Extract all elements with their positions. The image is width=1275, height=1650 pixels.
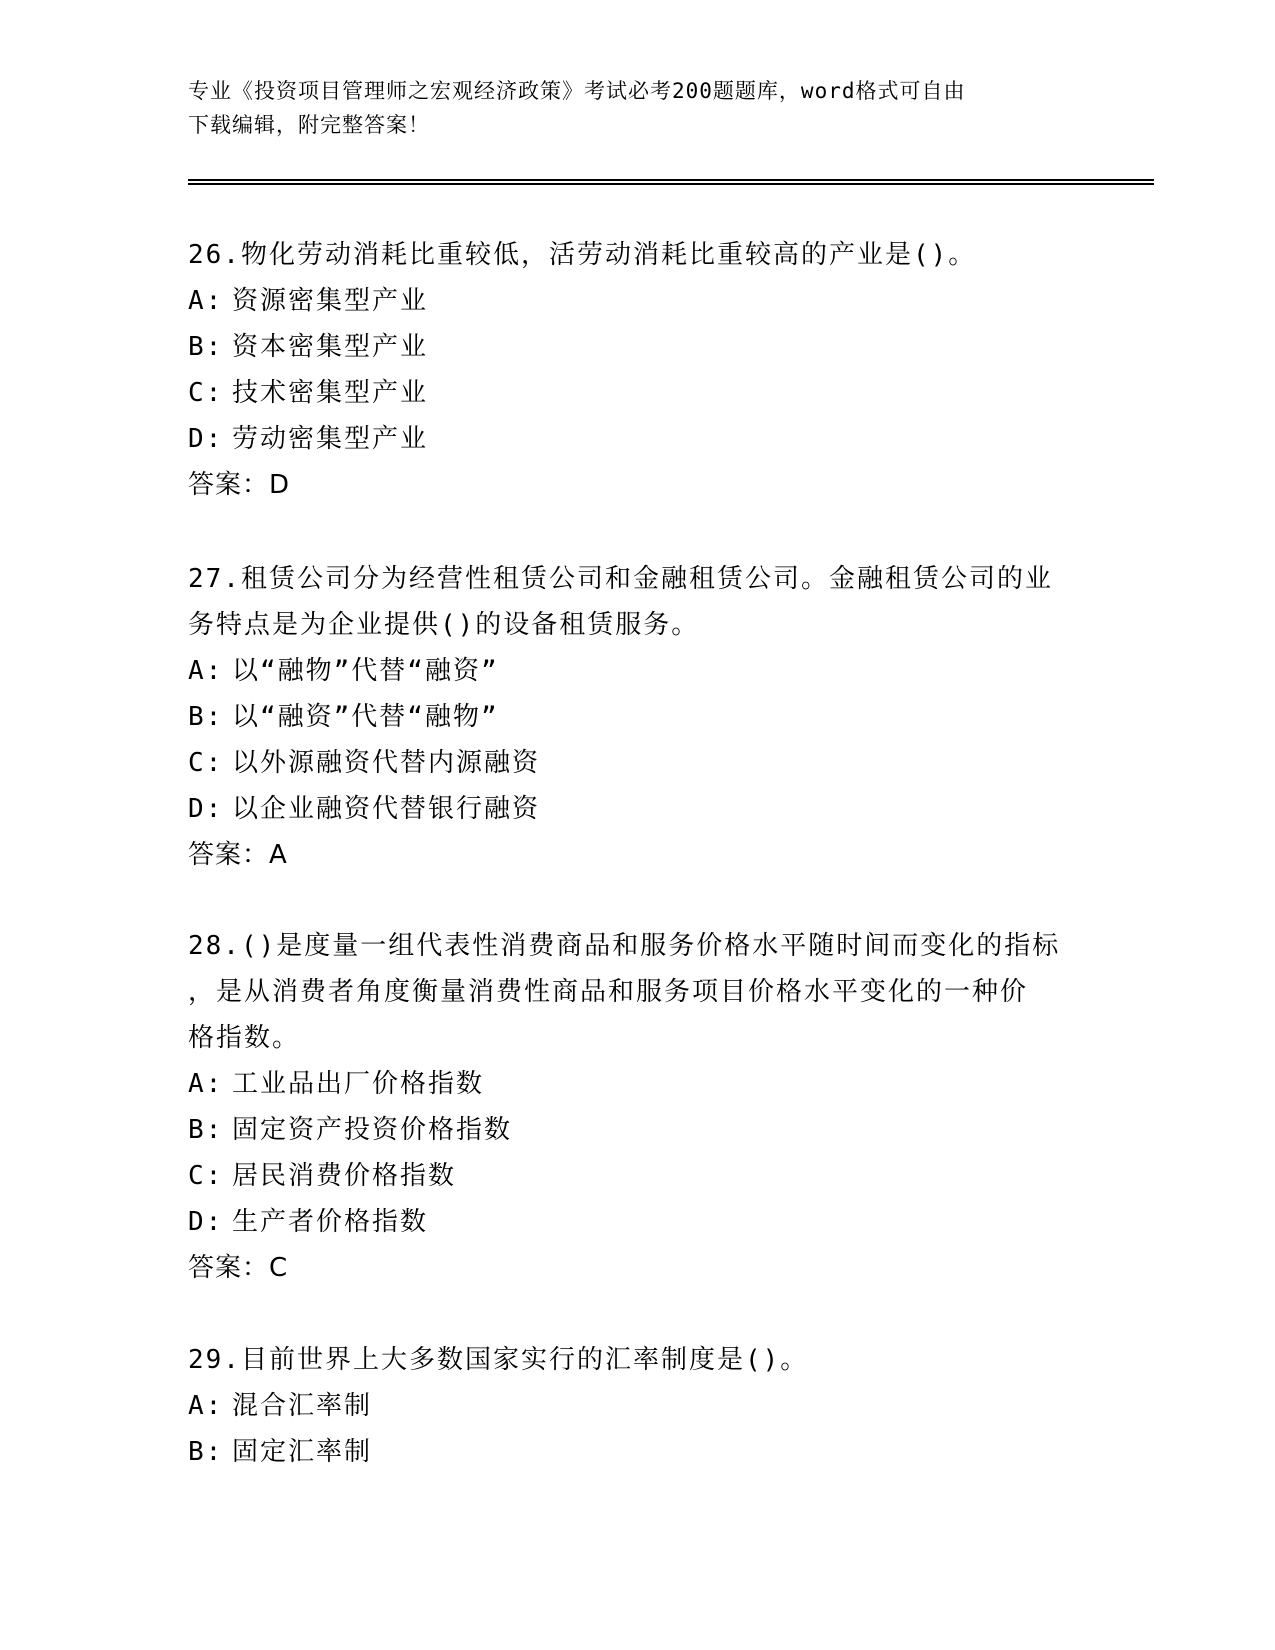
option-label: D: [188, 1207, 224, 1237]
question-stem: 26.物化劳动消耗比重较低，活劳动消耗比重较高的产业是()。 [188, 240, 977, 270]
option-text: 固定资产投资价格指数 [232, 1115, 513, 1145]
option-text: 以企业融资代替银行融资 [232, 794, 541, 824]
question-stem: 29.目前世界上大多数国家实行的汇率制度是()。 [188, 1345, 809, 1375]
option-text: 资本密集型产业 [232, 332, 429, 362]
question-stem-line-2: 务特点是为企业提供()的设备租赁服务。 [188, 610, 700, 640]
option-c [188, 1153, 1088, 1199]
option-text: 以“融资”代替“融物” [232, 702, 499, 732]
header-line-1: 专业《投资项目管理师之宏观经济政策》考试必考200题题库，word格式可自由 [188, 79, 966, 103]
option-a [188, 1061, 1088, 1107]
header-divider-top [188, 179, 1154, 181]
option-text: 混合汇率制 [232, 1391, 373, 1421]
option-a [188, 1383, 1088, 1429]
question-29 [188, 1337, 1088, 1475]
option-label: C: [188, 1161, 224, 1191]
option-label: B: [188, 332, 224, 362]
question-stem-line-3: 格指数。 [188, 1023, 301, 1053]
option-b [188, 324, 1088, 370]
header-line-2: 下载编辑，附完整答案！ [188, 113, 430, 137]
option-c [188, 370, 1088, 416]
document-header [188, 74, 1068, 142]
option-label: B: [188, 1115, 224, 1145]
question-28 [188, 923, 1088, 1291]
option-a [188, 648, 1088, 694]
option-text: 固定汇率制 [232, 1437, 373, 1467]
option-c [188, 740, 1088, 786]
header-divider-bottom [188, 183, 1154, 185]
option-b [188, 1429, 1088, 1475]
answer: 答案：C [188, 1253, 289, 1283]
question-26 [188, 232, 1088, 508]
question-stem-line-1: 27.租赁公司分为经营性租赁公司和金融租赁公司。金融租赁公司的业 [188, 564, 1053, 594]
option-b [188, 1107, 1088, 1153]
option-text: 工业品出厂价格指数 [232, 1069, 485, 1099]
option-d [188, 786, 1088, 832]
option-label: D: [188, 794, 224, 824]
question-stem-line-1: 28.()是度量一组代表性消费商品和服务价格水平随时间而变化的指标 [188, 931, 1061, 961]
question-stem-line-2: ，是从消费者角度衡量消费性商品和服务项目价格水平变化的一种价 [188, 977, 1029, 1007]
option-text: 劳动密集型产业 [232, 424, 429, 454]
option-label: A: [188, 1069, 224, 1099]
option-d [188, 416, 1088, 462]
option-text: 居民消费价格指数 [232, 1161, 457, 1191]
option-a [188, 278, 1088, 324]
option-text: 生产者价格指数 [232, 1207, 429, 1237]
option-label: C: [188, 378, 224, 408]
option-label: B: [188, 1437, 224, 1467]
option-text: 以“融物”代替“融资” [232, 656, 499, 686]
option-label: A: [188, 656, 224, 686]
question-27 [188, 556, 1088, 878]
option-text: 资源密集型产业 [232, 286, 429, 316]
option-label: C: [188, 748, 224, 778]
answer: 答案：D [188, 470, 291, 500]
option-label: D: [188, 424, 224, 454]
option-text: 以外源融资代替内源融资 [232, 748, 541, 778]
option-label: A: [188, 286, 224, 316]
option-label: B: [188, 702, 224, 732]
option-b [188, 694, 1088, 740]
option-label: A: [188, 1391, 224, 1421]
option-d [188, 1199, 1088, 1245]
answer: 答案：A [188, 840, 288, 870]
option-text: 技术密集型产业 [232, 378, 429, 408]
